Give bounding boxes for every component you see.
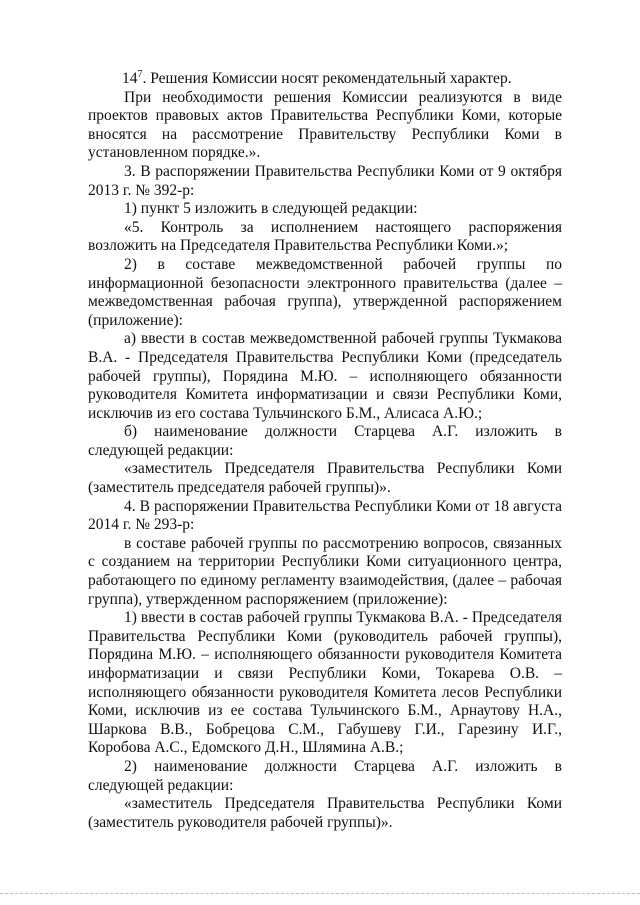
paragraph: При необходимости решения Комиссии реализуются в виде проектов правовых актов Правительства Республики Коми, которые вносятся на рассмотрение Правительству Республики Коми в установленном порядке.». (88, 88, 562, 162)
paragraph: 2) в составе межведомственной рабочей группы по информационной безопасности электронного правительства (далее – межведомственная рабочая группа), утвержденной распоряжением (приложение): (88, 255, 562, 329)
paragraph-text: . Решения Комиссии носят рекомендательный характер. (142, 70, 512, 87)
paragraph: 1) ввести в состав рабочей группы Тукмакова В.А. - Председателя Правительства Республики Коми (руководитель рабочей группы), Порядина М.Ю. – исполняющего обязанности руководителя Комитета информатизации и связи Республики Коми, Токарева О.В. – исполняющего обязанности руководителя Комитета лесов Республики Коми, исключив из ее состава Тульчинского Б.М., Арнаутову Н.А., Шаркова В.В., Бобрецова С.М., Габушеву Г.И., Гарезину И.Г., Коробова А.С., Едомского Д.Н., Шлямина А.В.; (88, 609, 562, 757)
paragraph: 2) наименование должности Старцева А.Г. изложить в следующей редакции: (88, 757, 562, 794)
paragraph-item-14-7 (88, 70, 562, 89)
paragraph: 3. В распоряжении Правительства Республики Коми от 9 октября 2013 г. № 392-р: (88, 162, 562, 199)
paragraph: «заместитель Председателя Правительства Республики Коми (заместитель председателя рабочей группы)». (88, 460, 562, 497)
document-body (88, 70, 562, 832)
paragraph: а) ввести в состав межведомственной рабочей группы Тукмакова В.А. - Председателя Правительства Республики Коми (председатель рабочей группы), Порядина М.Ю. – исполняющего обязанности руководителя Комитета информатизации и связи Республики Коми, исключив из его состава Тульчинского Б.М., Алисаса А.Ю.; (88, 330, 562, 422)
paragraph: «заместитель Председателя Правительства Республики Коми (заместитель руководителя рабочей группы)». (88, 795, 562, 831)
paragraph: «5. Контроль за исполнением настоящего распоряжения возложить на Председателя Правительства Республики Коми.»; (88, 218, 562, 255)
paragraph: 1) пункт 5 изложить в следующей редакции: (124, 200, 418, 218)
paragraph: 4. В распоряжении Правительства Республики Коми от 18 августа 2014 г. № 293-р: (88, 497, 562, 534)
scan-edge-line (0, 893, 640, 894)
paragraph: в составе рабочей группы по рассмотрению вопросов, связанных с созданием на территории Республики Коми ситуационного центра, работающего по единому регламенту взаимодействия, (далее – рабочая группа), утвержденном распоряжением (приложение): (88, 534, 562, 608)
paragraph: б) наименование должности Старцева А.Г. изложить в следующей редакции: (88, 423, 562, 459)
item-number: 14 (122, 70, 138, 87)
item-superscript: 7 (137, 68, 143, 80)
